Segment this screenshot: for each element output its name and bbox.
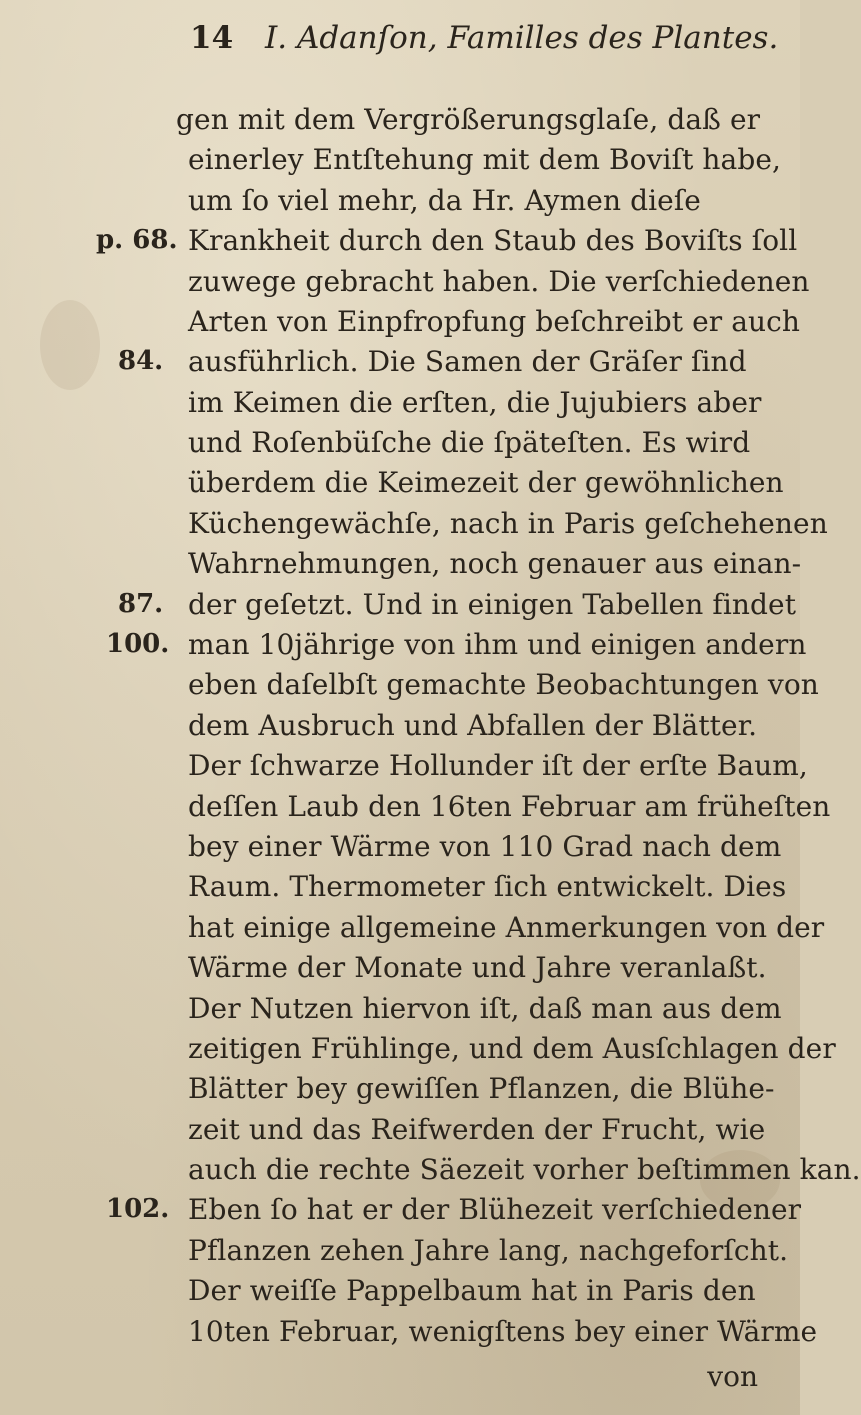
text-line: man 10jährige von ihm und einigen andern — [188, 628, 807, 662]
text-line: der geſetzt. Und in einigen Tabellen findet — [188, 587, 797, 621]
text-line: Der Nutzen hiervon iſt, daß man aus dem — [188, 991, 782, 1025]
page-number: 14 — [190, 20, 234, 56]
margin-page-reference: p. 68. — [96, 225, 178, 256]
text-line: und Roſenbüſche die ſpäteſten. Es wird — [188, 426, 751, 460]
text-line: Arten von Einpfropfung beſchreibt er auch — [188, 304, 801, 338]
text-line: Raum. Thermometer ſich entwickelt. Dies — [188, 870, 787, 904]
margin-page-reference: 100. — [106, 629, 170, 660]
margin-page-reference: 84. — [118, 346, 164, 377]
margin-page-reference: 102. — [106, 1194, 170, 1225]
text-line: gen mit dem Vergrößerungsglaſe, daß er — [176, 103, 761, 136]
text-line: hat einige allgemeine Anmerkungen von der — [188, 910, 825, 944]
margin-page-reference: 87. — [118, 588, 164, 619]
text-line: Der weiſſe Pappelbaum hat in Paris den — [188, 1274, 756, 1308]
text-line: zuwege gebracht haben. Die verſchiedenen — [188, 264, 810, 298]
text-line: zeit und das Reifwerden der Frucht, wie — [188, 1112, 766, 1146]
text-line: einerley Entſtehung mit dem Boviſt habe, — [188, 143, 782, 177]
text-line: eben daſelbſt gemachte Beobachtungen von — [188, 668, 819, 702]
text-line: deſſen Laub den 16ten Februar am früheſten — [188, 789, 831, 823]
running-title: I. Adanſon, Familles des Plantes. — [265, 20, 779, 56]
text-line: bey einer Wärme von 110 Grad nach dem — [188, 829, 782, 863]
text-line: Blätter bey gewiſſen Pflanzen, die Blühe- — [188, 1072, 775, 1106]
text-line: überdem die Keimezeit der gewöhnlichen — [188, 466, 784, 500]
text-line: zeitigen Frühlinge, und dem Ausſchlagen der — [188, 1031, 836, 1065]
text-line: Eben ſo hat er der Blühezeit verſchiedener — [188, 1193, 802, 1227]
text-line: um ſo viel mehr, da Hr. Aymen dieſe — [188, 183, 701, 217]
text-line: Der ſchwarze Hollunder iſt der erſte Baum, — [188, 749, 808, 783]
text-line: Wärme der Monate und Jahre veranlaßt. — [188, 951, 767, 985]
text-line: Pflanzen zehen Jahre lang, nachgeforſcht. — [188, 1233, 789, 1267]
text-line: auch die rechte Säezeit vorher beſtimmen kan. — [188, 1153, 861, 1187]
text-line: Krankheit durch den Staub des Boviſts ſoll — [188, 224, 798, 258]
text-line: Wahrnehmungen, noch genauer aus einan- — [188, 547, 802, 581]
paper-stain — [40, 300, 100, 390]
catchword: von — [707, 1360, 758, 1393]
text-line: 10ten Februar, wenigſtens bey einer Wärme — [188, 1314, 818, 1348]
running-head — [190, 20, 790, 64]
text-line: dem Ausbruch und Abfallen der Blätter. — [188, 708, 758, 742]
text-line: im Keimen die erſten, die Jujubiers aber — [188, 385, 762, 419]
text-line: ausführlich. Die Samen der Gräſer ſind — [188, 345, 747, 379]
text-line: Küchengewächſe, nach in Paris geſchehenen — [188, 506, 828, 540]
